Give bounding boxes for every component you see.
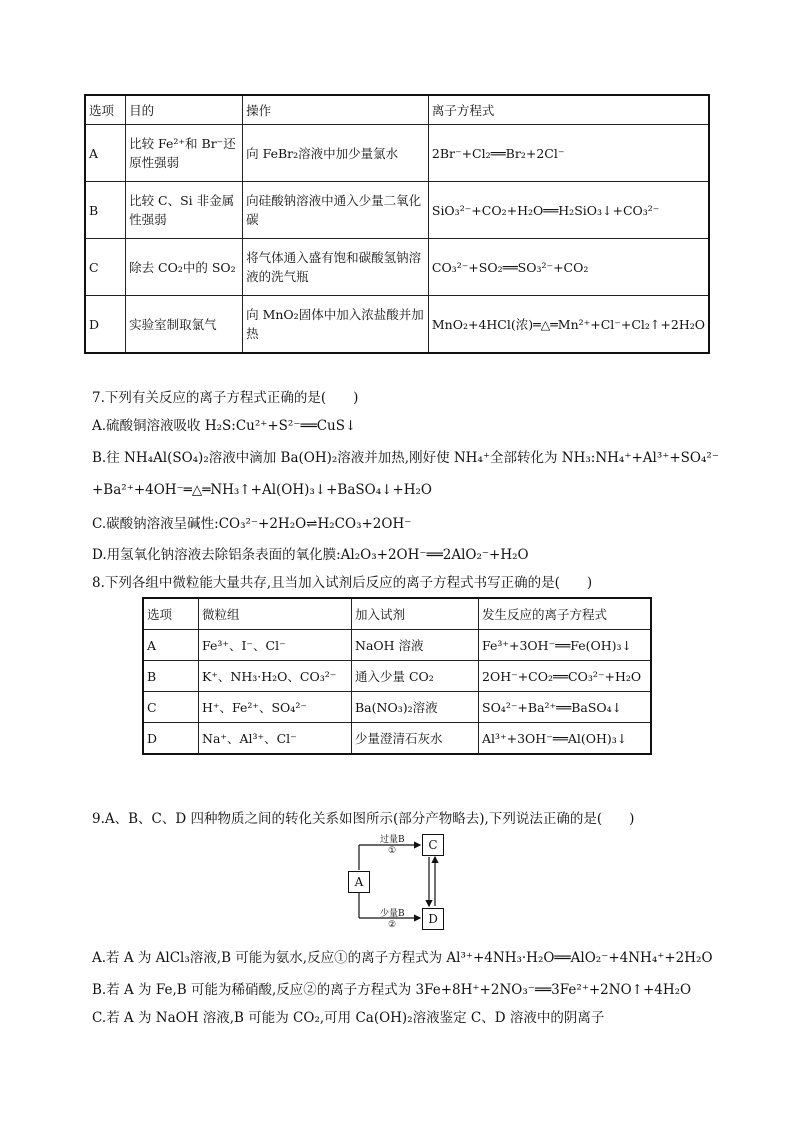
table-row [85,125,709,182]
table-row [143,723,651,755]
table-row [143,661,651,692]
cell-reagent: Ba(NO₃)₂溶液 [352,692,479,723]
question-7-option-c: C.碳酸钠溶液呈碱性:CO₃²⁻+2H₂O⇌H₂CO₃+2OH⁻ [92,516,412,532]
table-header-row [85,95,709,125]
cell-goal: 比较 C、Si 非金属性强弱 [126,182,243,239]
label-reaction-1: ① [388,846,397,856]
cell-ions: H⁺、Fe²⁺、SO₄²⁻ [199,692,352,723]
cell-equation: 2OH⁻+CO₂══CO₃²⁻+H₂O [479,661,652,692]
node-d: D [422,908,444,930]
node-c: C [422,834,444,856]
cell-operation: 向硅酸钠溶液中通入少量二氧化碳 [243,182,429,239]
header-cell: 选项 [143,598,199,630]
header-cell: 选项 [85,95,126,125]
table-row [143,630,651,661]
cell-equation: Fe³⁺+3OH⁻══Fe(OH)₃↓ [479,630,652,661]
question-7-option-b-line1: B.往 NH₄Al(SO₄)₂溶液中滴加 Ba(OH)₂溶液并加热,刚好使 NH₄⁺全部转化为 NH₃:NH₄⁺+Al³⁺+SO₄²⁻ [92,450,719,466]
cell-option: C [143,692,199,723]
question-9-option-a: A.若 A 为 AlCl₃溶液,B 可能为氨水,反应①的离子方程式为 Al³⁺+4NH₃·H₂O══AlO₂⁻+4NH₄⁺+2H₂O [92,950,713,966]
question-8-stem: 8.下列各组中微粒能大量共存,且当加入试剂后反应的离子方程式书写正确的是( ) [92,575,593,591]
question-7-option-a: A.硫酸铜溶液吸收 H₂S:Cu²⁺+S²⁻══CuS↓ [92,418,357,434]
table-row [85,182,709,239]
cell-option: D [85,296,126,354]
header-cell: 发生反应的离子方程式 [479,598,652,630]
cell-goal: 比较 Fe²⁺和 Br⁻还原性强弱 [126,125,243,182]
question-7-option-d: D.用氢氧化钠溶液去除铝条表面的氧化膜:Al₂O₃+2OH⁻══2AlO₂⁻+H₂O [92,547,529,563]
cell-goal: 除去 CO₂中的 SO₂ [126,239,243,296]
conversion-diagram [340,832,460,932]
cell-option: C [85,239,126,296]
cell-equation: 2Br⁻+Cl₂══Br₂+2Cl⁻ [428,125,709,182]
header-cell: 离子方程式 [428,95,709,125]
cell-ions: Fe³⁺、I⁻、Cl⁻ [199,630,352,661]
header-cell: 目的 [126,95,243,125]
cell-option: B [143,661,199,692]
cell-equation: MnO₂+4HCl(浓)═△═Mn²⁺+Cl⁻+Cl₂↑+2H₂O [428,296,709,354]
cell-ions: K⁺、NH₃·H₂O、CO₃²⁻ [199,661,352,692]
cell-reagent: 通入少量 CO₂ [352,661,479,692]
table-ion-groups [142,597,652,755]
cell-option: A [143,630,199,661]
label-little-b: 少量B [380,909,405,919]
table-row [85,239,709,296]
table-row [143,692,651,723]
table-reaction-options [84,94,710,354]
table-header-row [143,598,651,630]
header-cell: 加入试剂 [352,598,479,630]
question-7-option-b-line2: +Ba²⁺+4OH⁻═△═NH₃↑+Al(OH)₃↓+BaSO₄↓+H₂O [92,482,432,498]
label-excess-b: 过量B [380,835,405,845]
header-cell: 微粒组 [199,598,352,630]
cell-goal: 实验室制取氯气 [126,296,243,354]
question-9-stem: 9.A、B、C、D 四种物质之间的转化关系如图所示(部分产物略去),下列说法正确的是( ) [92,811,635,827]
table-row [85,296,709,354]
cell-reagent: 少量澄清石灰水 [352,723,479,755]
question-9-option-c: C.若 A 为 NaOH 溶液,B 可能为 CO₂,可用 Ca(OH)₂溶液鉴定 C、D 溶液中的阴离子 [92,1010,605,1026]
cell-option: B [85,182,126,239]
cell-option: A [85,125,126,182]
cell-ions: Na⁺、Al³⁺、Cl⁻ [199,723,352,755]
cell-equation: SO₄²⁻+Ba²⁺══BaSO₄↓ [479,692,652,723]
question-7-stem: 7.下列有关反应的离子方程式正确的是( ) [92,390,359,406]
cell-reagent: NaOH 溶液 [352,630,479,661]
cell-equation: SiO₃²⁻+CO₂+H₂O══H₂SiO₃↓+CO₃²⁻ [428,182,709,239]
cell-equation: CO₃²⁻+SO₂══SO₃²⁻+CO₂ [428,239,709,296]
cell-operation: 向 MnO₂固体中加入浓盐酸并加热 [243,296,429,354]
header-cell: 操作 [243,95,429,125]
cell-operation: 将气体通入盛有饱和碳酸氢钠溶液的洗气瓶 [243,239,429,296]
cell-equation: Al³⁺+3OH⁻══Al(OH)₃↓ [479,723,652,755]
cell-option: D [143,723,199,755]
cell-operation: 向 FeBr₂溶液中加少量氯水 [243,125,429,182]
question-9-option-b: B.若 A 为 Fe,B 可能为稀硝酸,反应②的离子方程式为 3Fe+8H⁺+2NO₃⁻══3Fe²⁺+2NO↑+4H₂O [92,982,692,998]
label-reaction-2: ② [388,920,397,930]
node-a: A [348,871,370,893]
